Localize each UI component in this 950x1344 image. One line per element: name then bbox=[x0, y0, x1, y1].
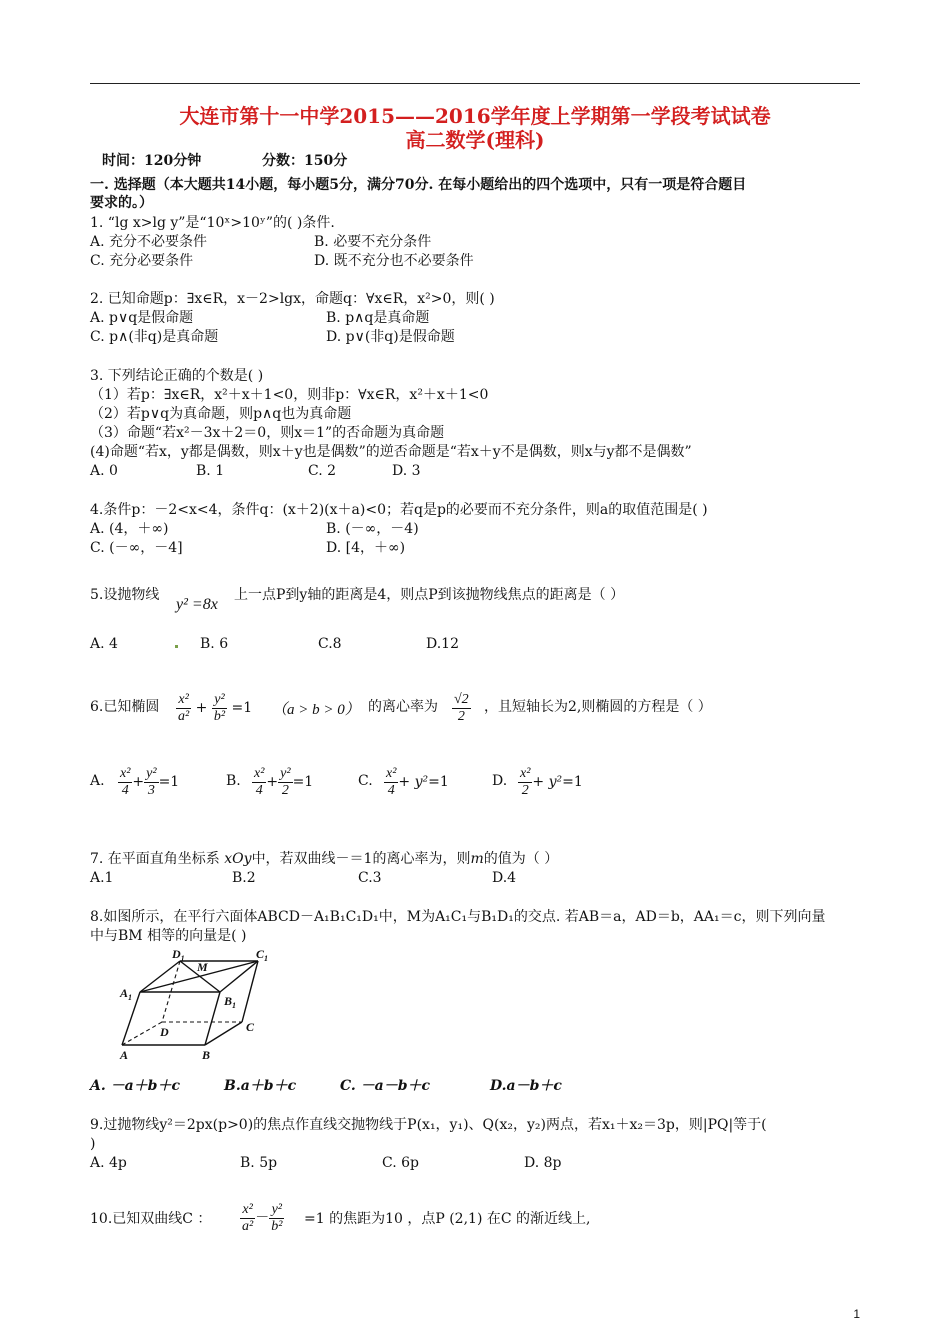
q9-stem-cont: ) bbox=[90, 1136, 96, 1152]
q4-option-d: D. [4，＋∞) bbox=[326, 540, 406, 556]
top-rule bbox=[90, 83, 860, 84]
q2-stem: 2. 已知命题p：∃x∈R，x－2>lgx，命题q：∀x∈R，x²>0，则( ) bbox=[90, 291, 495, 307]
q4-option-c: C. (－∞，－4] bbox=[90, 540, 183, 556]
q3-statement-3: （3）命题“若x²－3x＋2＝0，则x＝1”的否命题为真命题 bbox=[90, 425, 445, 441]
q3-option-b: B. 1 bbox=[196, 463, 225, 479]
label-C1: $C_1$ bbox=[256, 947, 269, 963]
label-B1: $B_1$ bbox=[224, 994, 237, 1010]
q8-option-d: D.a－b＋c bbox=[490, 1078, 562, 1094]
q6-stem-mid: 的离心率为 bbox=[368, 699, 438, 715]
q6-stem-post: ，且短轴长为2,则椭圆的方程是（ ） bbox=[484, 699, 712, 715]
label-B: B bbox=[202, 1048, 211, 1062]
q3-option-a: A. 0 bbox=[90, 463, 118, 479]
q3-option-c: C. 2 bbox=[308, 463, 337, 479]
q10-hyperbola-eq: $\frac{\text{x²}}{\text{a²}}$ － $\frac{\text{y²}}{\text{b²}}$ bbox=[242, 1201, 283, 1234]
q9-option-d: D. 8p bbox=[524, 1155, 562, 1171]
q4-option-a: A. (4，＋∞) bbox=[90, 521, 169, 537]
q5-option-a: A. 4 bbox=[90, 636, 118, 652]
q8-option-b: B.a＋b＋c bbox=[224, 1078, 297, 1094]
q3-option-d: D. 3 bbox=[392, 463, 421, 479]
q6-option-d-label: D. bbox=[492, 773, 508, 789]
q5-option-d: D.12 bbox=[426, 636, 459, 652]
q2-option-d: D. p∨(非q)是假命题 bbox=[326, 329, 455, 345]
q6-stem-pre: 6.已知椭圆 bbox=[90, 699, 160, 715]
page-number: 1 bbox=[853, 1307, 860, 1321]
q6-option-d: $\frac{\text{x²}}{2}$ + y²=1 bbox=[520, 765, 583, 798]
q7-stem: 7. 在平面直角坐标系 xOy中，若双曲线－＝1的离心率为，则m的值为（ ） bbox=[90, 851, 559, 867]
score-label: 分数：150分 bbox=[262, 153, 348, 169]
q7-option-c: C.3 bbox=[358, 870, 382, 886]
q5-option-c: C.8 bbox=[318, 636, 342, 652]
q6-condition: （a > b > 0） bbox=[272, 702, 360, 718]
q6-option-a-label: A. bbox=[90, 773, 105, 789]
stray-dot bbox=[175, 645, 178, 648]
label-C: C bbox=[246, 1020, 255, 1034]
exam-title: 大连市第十一中学2015——2016学年度上学期第一学段考试试卷 bbox=[179, 104, 771, 128]
q5-formula: y² =8x bbox=[176, 596, 218, 613]
q9-option-a: A. 4p bbox=[90, 1155, 127, 1171]
q1-stem: 1. “lg x>lg y”是“10ˣ>10ʸ”的( )条件. bbox=[90, 215, 335, 231]
label-A1: $A_1$ bbox=[120, 986, 133, 1002]
q3-stem: 3. 下列结论正确的个数是( ) bbox=[90, 368, 264, 384]
q8-option-a: A. －a＋b＋c bbox=[90, 1078, 180, 1094]
label-D1: $D_1$ bbox=[172, 947, 185, 963]
q9-option-b: B. 5p bbox=[240, 1155, 278, 1171]
q3-statement-2: （2）若p∨q为真命题，则p∧q也为真命题 bbox=[90, 406, 352, 422]
q6-option-c: $\frac{\text{x²}}{4}$ + y²=1 bbox=[386, 765, 449, 798]
q8-stem: 8.如图所示，在平行六面体ABCD－A₁B₁C₁D₁中，M为A₁C₁与B₁D₁的交点. 若AB＝a，AD＝b，AA₁＝c，则下列向量 bbox=[90, 909, 826, 925]
q8-stem-cont: 中与BM 相等的向量是( ) bbox=[90, 928, 247, 944]
section-heading-cont: 要求的。） bbox=[90, 195, 153, 211]
q5-stem-pre: 5.设抛物线 bbox=[90, 587, 160, 603]
section-heading: 一. 选择题（本大题共14小题，每小题5分，满分70分. 在每小题给出的四个选项中，只有一项是符合题目 bbox=[90, 177, 747, 193]
q7-option-d: D.4 bbox=[492, 870, 517, 886]
q1-option-b: B. 必要不充分条件 bbox=[314, 234, 432, 250]
q10-stem-post: =1 的焦距为10 ，点P (2,1) 在C 的渐近线上, bbox=[304, 1211, 591, 1227]
q2-option-a: A. p∨q是假命题 bbox=[90, 310, 194, 326]
q3-statement-4: (4)命题“若x，y都是偶数，则x＋y也是偶数”的逆否命题是“若x＋y不是偶数，则x与y都不是偶数” bbox=[90, 444, 692, 460]
q9-stem: 9.过抛物线y²＝2px(p>0)的焦点作直线交抛物线于P(x₁，y₁)、Q(x₂，y₂)两点，若x₁＋x₂＝3p，则|PQ|等于( bbox=[90, 1117, 767, 1133]
q6-option-a: $\frac{\text{x²}}{4}$ + $\frac{\text{y²}}{3}$ =1 bbox=[120, 765, 180, 798]
q10-stem-pre: 10.已知双曲线C ： bbox=[90, 1211, 212, 1227]
q7-option-b: B.2 bbox=[232, 870, 256, 886]
q3-statement-1: （1）若p：∃x∈R，x²＋x＋1<0，则非p：∀x∈R，x²＋x＋1<0 bbox=[90, 387, 489, 403]
q1-option-d: D. 既不充分也不必要条件 bbox=[314, 253, 474, 269]
label-D: D bbox=[160, 1025, 169, 1039]
q8-option-c: C. －a－b＋c bbox=[340, 1078, 431, 1094]
q1-option-a: A. 充分不必要条件 bbox=[90, 234, 208, 250]
q9-option-c: C. 6p bbox=[382, 1155, 419, 1171]
q7-option-a: A.1 bbox=[90, 870, 114, 886]
q5-option-b: B. 6 bbox=[200, 636, 229, 652]
label-A: A bbox=[120, 1048, 129, 1062]
q6-option-c-label: C. bbox=[358, 773, 373, 789]
q4-option-b: B. (－∞，－4) bbox=[326, 521, 419, 537]
q5-stem-post: 上一点P到y轴的距离是4，则点P到该抛物线焦点的距离是（ ） bbox=[234, 587, 625, 603]
q6-option-b: $\frac{\text{x²}}{4}$ + $\frac{\text{y²}}{2}$ =1 bbox=[254, 765, 314, 798]
label-M: M bbox=[197, 960, 208, 974]
parallelepiped-figure bbox=[110, 945, 290, 1063]
time-label: 时间：120分钟 bbox=[102, 153, 202, 169]
q1-option-c: C. 充分必要条件 bbox=[90, 253, 194, 269]
q6-option-b-label: B. bbox=[226, 773, 241, 789]
q6-eccentricity: $\frac{√2}{2}$ bbox=[454, 691, 469, 724]
exam-subtitle: 高二数学(理科) bbox=[405, 128, 545, 152]
q4-stem: 4.条件p：－2<x<4，条件q：(x＋2)(x＋a)<0；若q是p的必要而不充分条件，则a的取值范围是( ) bbox=[90, 502, 708, 518]
q2-option-b: B. p∧q是真命题 bbox=[326, 310, 430, 326]
q6-ellipse-eq: $\frac{\text{x²}}{\text{a²}}$ + $\frac{\text{y²}}{\text{b²}}$ =1 bbox=[178, 691, 253, 724]
q2-option-c: C. p∧(非q)是真命题 bbox=[90, 329, 219, 345]
